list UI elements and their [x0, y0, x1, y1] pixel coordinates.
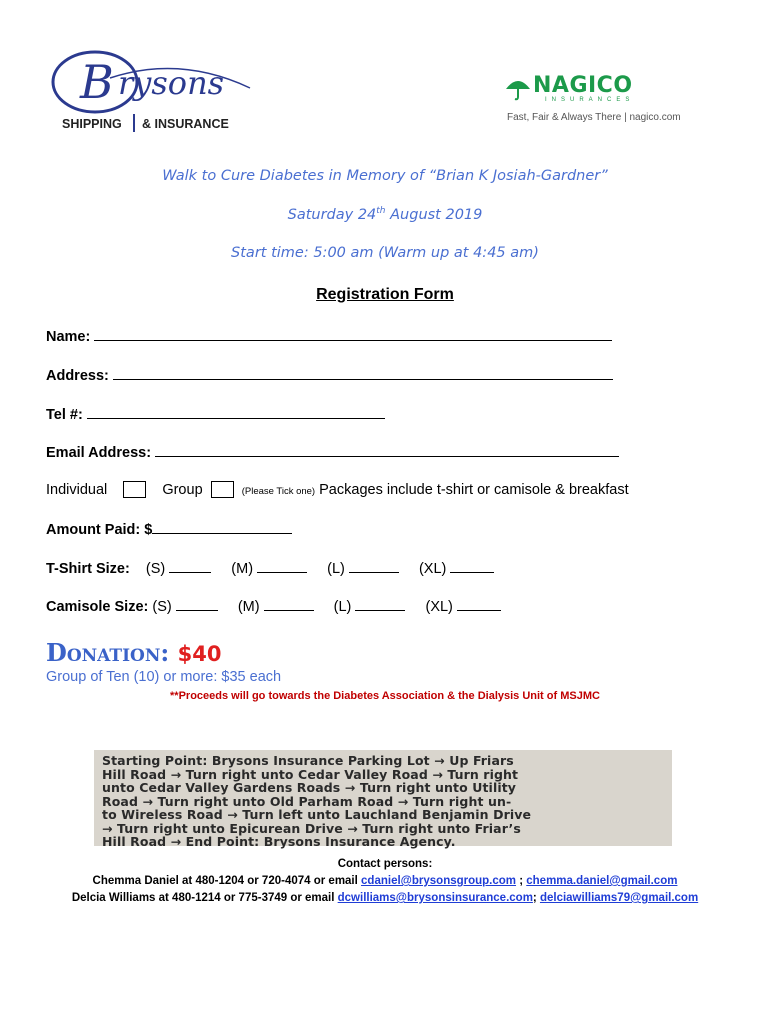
tel-label: Tel #: [46, 407, 83, 423]
camisole-size-xl-field[interactable] [457, 596, 501, 611]
tshirt-size-l-field[interactable] [349, 558, 399, 573]
amount-label: Amount Paid: $ [46, 522, 153, 538]
individual-label: Individual [46, 482, 108, 498]
camisole-size-m-label: (M) [237, 599, 260, 615]
route-line: Hill Road → Turn right unto Cedar Valley Road → Turn right [102, 766, 519, 782]
name-field[interactable] [94, 326, 612, 341]
svg-text:B: B [80, 55, 114, 109]
delcia-email-link-2[interactable]: delciawilliams79@gmail.com [539, 892, 699, 904]
tshirt-size-s-field[interactable] [169, 558, 211, 573]
umbrella-icon [505, 77, 531, 101]
contacts-heading: Contact persons: [337, 858, 433, 870]
nagico-subtitle: INSURANCES [545, 97, 635, 103]
donation-heading [46, 638, 221, 667]
chemma-email-link-2[interactable]: chemma.daniel@gmail.com [526, 875, 678, 887]
amount-row [46, 519, 292, 539]
tick-note: (Please Tick one) [241, 486, 316, 497]
brysons-logo [50, 50, 255, 135]
group-checkbox[interactable] [211, 481, 234, 498]
tel-row [46, 404, 385, 424]
brysons-logo-name: rysons [118, 64, 225, 102]
tshirt-size-m-field[interactable] [257, 558, 307, 573]
donation-amount: $40 [177, 642, 222, 666]
starting-point-box [94, 750, 672, 849]
individual-checkbox[interactable] [123, 481, 146, 498]
proceeds-note: **Proceeds will go towards the Diabetes Association & the Dialysis Unit of MSJMC [170, 690, 600, 702]
address-field[interactable] [113, 365, 613, 380]
svg-text:SHIPPING: SHIPPING [62, 117, 122, 131]
group-label: Group [162, 482, 203, 498]
amount-field[interactable] [152, 519, 292, 534]
route-line: Road → Turn right unto Old Parham Road → Turn right un- [102, 793, 512, 809]
email-label: Email Address: [46, 445, 152, 461]
svg-text:& INSURANCE: & INSURANCE [142, 117, 229, 131]
nagico-tagline: Fast, Fair & Always There | nagico.com [507, 112, 681, 123]
tshirt-label: T-Shirt Size: [46, 561, 130, 577]
nagico-name: NAGICO [533, 73, 633, 98]
tshirt-size-m-label: (M) [231, 561, 254, 577]
camisole-size-s-label: (S) [152, 599, 172, 615]
form-title: Registration Form [316, 286, 454, 303]
camisole-size-s-field[interactable] [176, 596, 218, 611]
event-date: Saturday 24th August 2019 [287, 206, 483, 223]
name-row [46, 326, 612, 346]
address-label: Address: [46, 368, 109, 384]
email-row [46, 442, 619, 462]
camisole-size-m-field[interactable] [264, 596, 314, 611]
route-line: → Turn right unto Epicurean Drive → Turn right unto Friar’s [102, 820, 521, 836]
contact-chemma: Chemma Daniel at 480-1204 or 720-4074 or email cdaniel@brysonsgroup.com ; chemma.daniel@gmail.com [92, 875, 678, 887]
tel-field[interactable] [87, 404, 385, 419]
tshirt-size-xl-label: (XL) [418, 561, 447, 577]
camisole-size-xl-label: (XL) [425, 599, 453, 615]
camisole-size-l-field[interactable] [355, 596, 405, 611]
delcia-email-link-1[interactable]: dcwilliams@brysonsinsurance.com [337, 892, 533, 904]
event-start-time: Start time: 5:00 am (Warm up at 4:45 am) [231, 245, 539, 261]
email-field[interactable] [155, 442, 619, 457]
tshirt-size-l-label: (L) [327, 561, 345, 577]
chemma-email-link-1[interactable]: cdaniel@brysonsgroup.com [361, 875, 517, 887]
nagico-logo [505, 75, 685, 125]
event-title: Walk to Cure Diabetes in Memory of “Brian K Josiah-Gardner” [162, 168, 608, 184]
route-line: unto Cedar Valley Gardens Roads → Turn right unto Utility [102, 780, 517, 795]
route-line: to Wireless Road → Turn left unto Lauchland Benjamin Drive [102, 807, 532, 822]
camisole-label: Camisole Size: [46, 599, 149, 615]
route-line: Starting Point: Brysons Insurance Parking Lot → Up Friars [102, 753, 514, 768]
tshirt-size-xl-field[interactable] [450, 558, 494, 573]
group-rate: Group of Ten (10) or more: $35 each [46, 669, 282, 685]
contacts [0, 856, 770, 907]
tshirt-size-s-label: (S) [145, 561, 166, 577]
donation-label: Donation: [46, 638, 170, 667]
contact-delcia: Delcia Williams at 480-1214 or 775-3749 or email dcwilliams@brysonsinsurance.com; delciawilliams79@gmail.com [71, 892, 699, 904]
name-label: Name: [46, 329, 91, 345]
route-line: Hill Road → End Point: Brysons Insurance Agency. [102, 834, 456, 849]
packages-note: Packages include t-shirt or camisole & breakfast [319, 482, 629, 498]
type-row [46, 481, 629, 501]
camisole-row [46, 596, 501, 616]
tshirt-row [46, 558, 494, 578]
address-row [46, 365, 613, 385]
camisole-size-l-label: (L) [333, 599, 352, 615]
